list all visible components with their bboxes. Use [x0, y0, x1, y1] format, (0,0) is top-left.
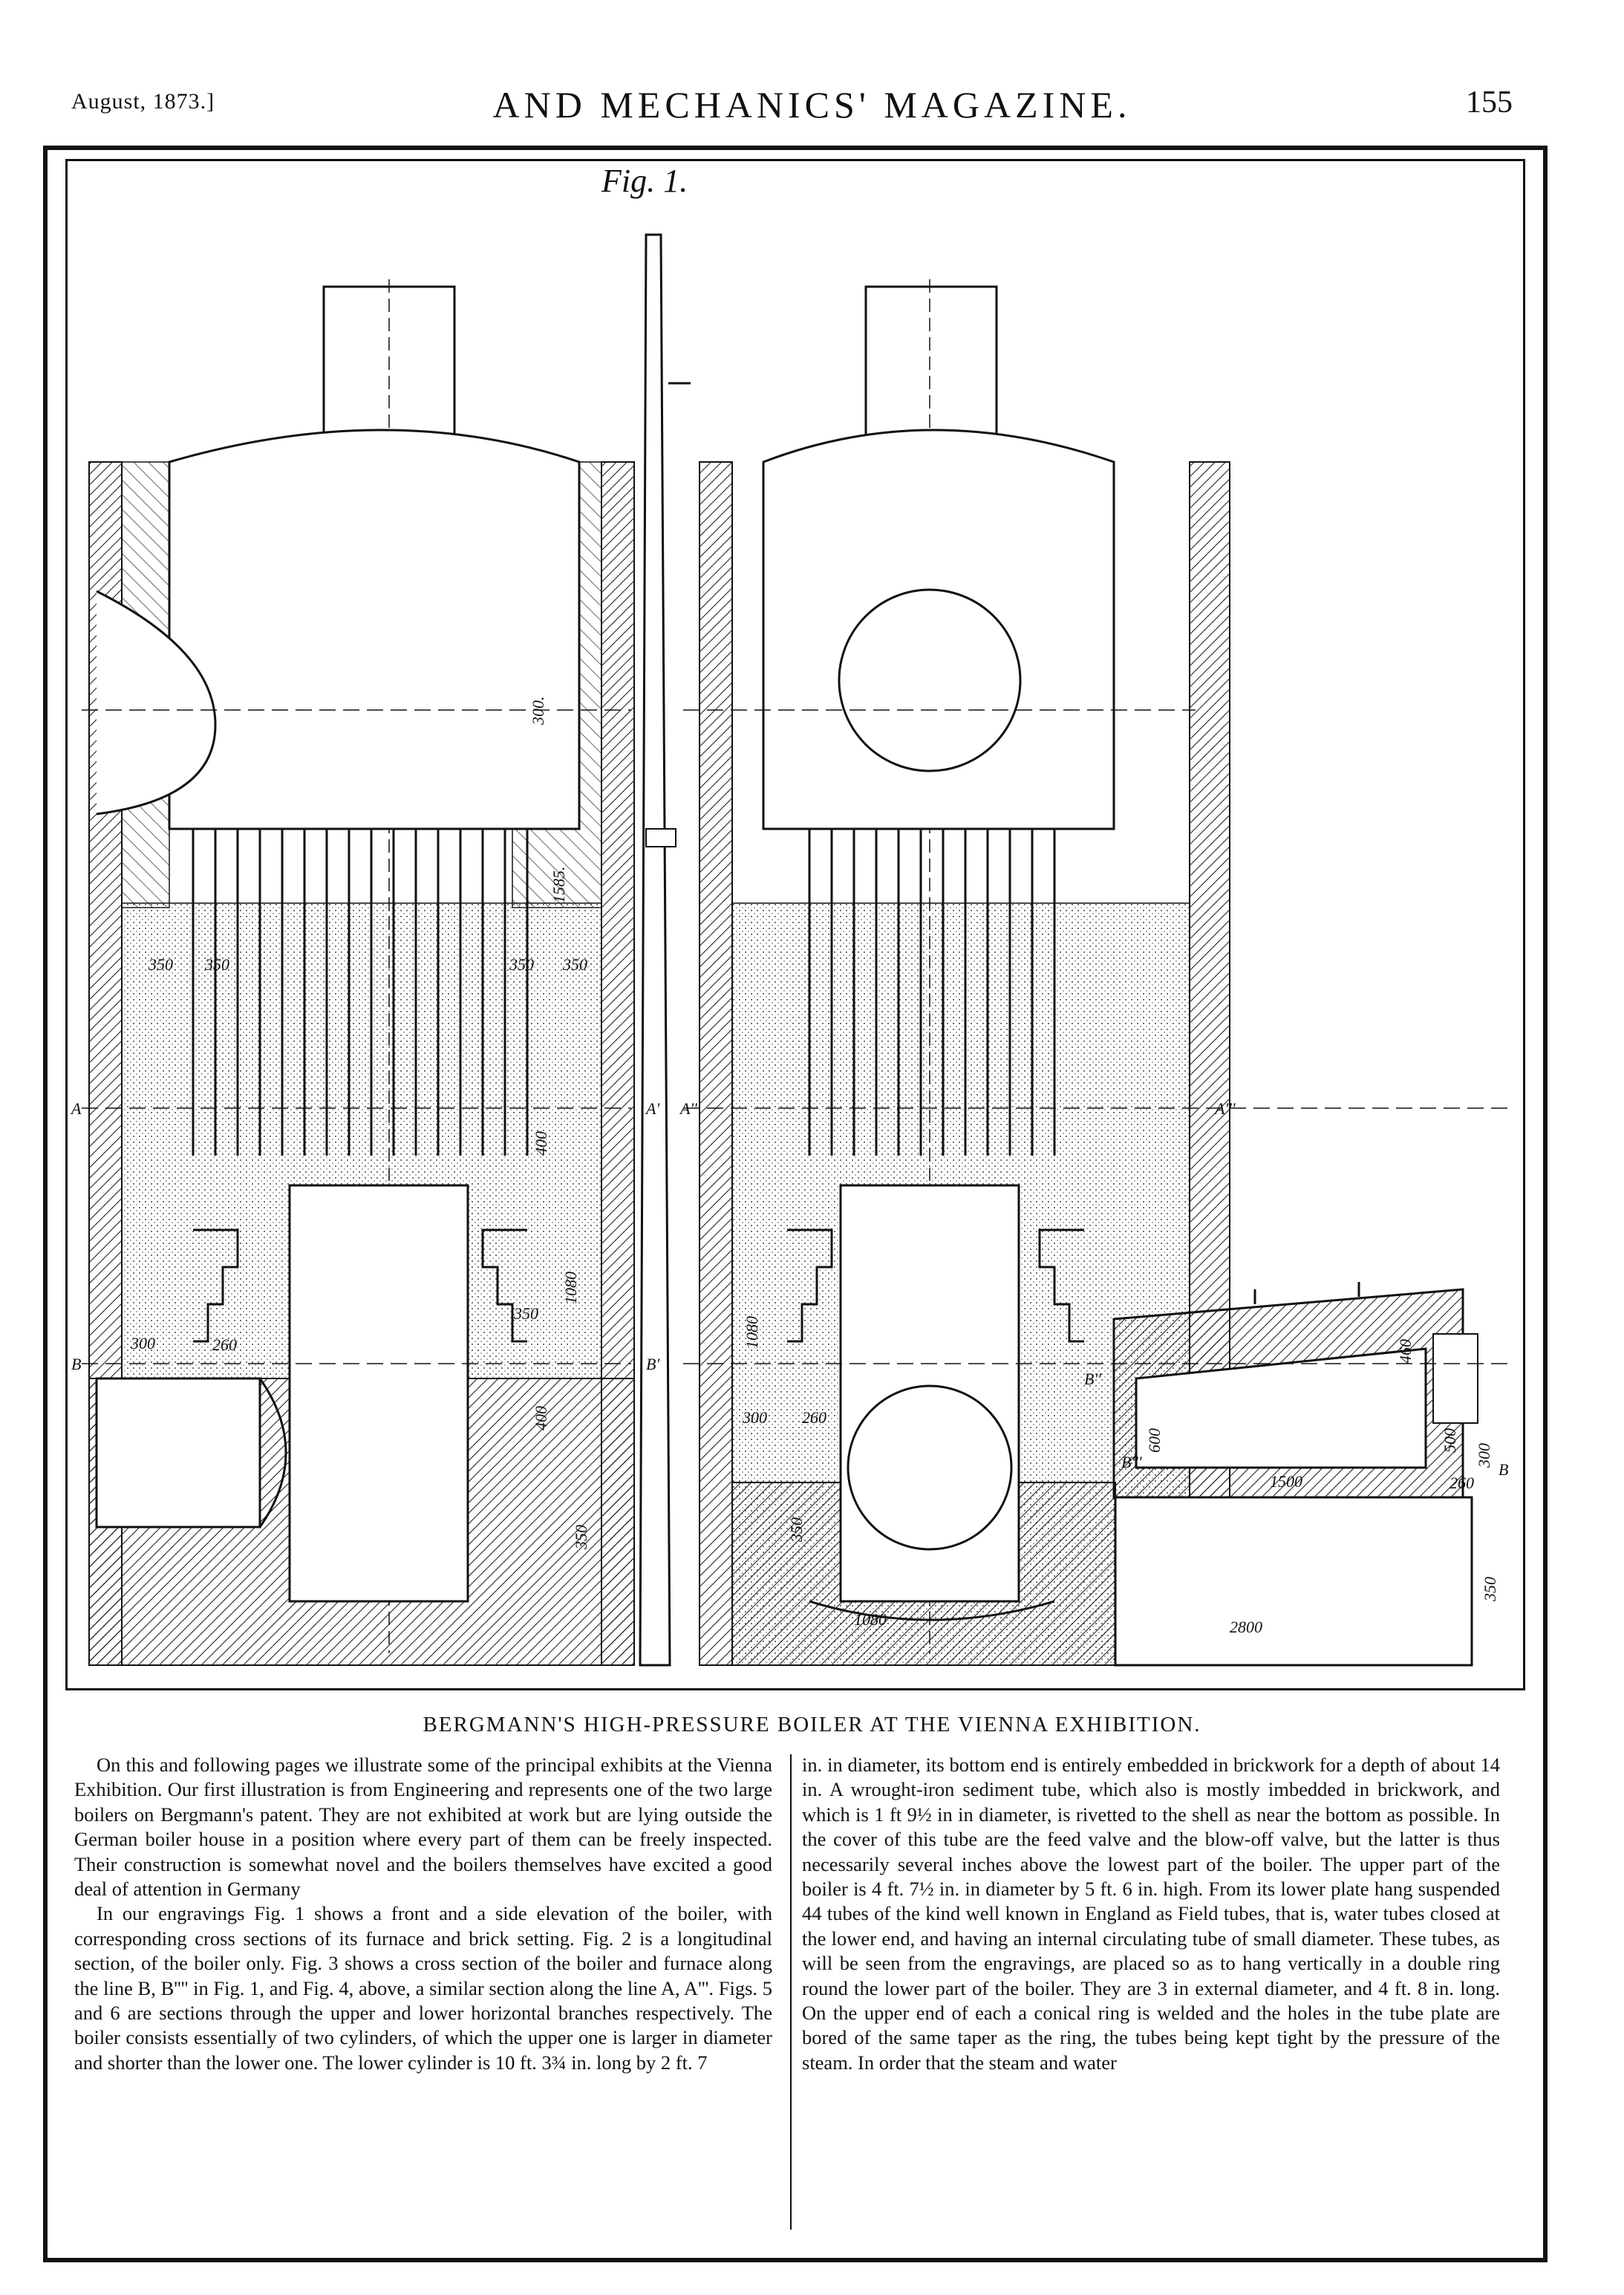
- dim-label: 500: [1441, 1428, 1459, 1453]
- dim-label: 260: [212, 1335, 237, 1354]
- dim-label: 1080: [743, 1316, 761, 1349]
- section-label: B'': [1084, 1370, 1101, 1388]
- section-label: B: [1499, 1460, 1509, 1479]
- article-body: [74, 1753, 1500, 2228]
- dim-label: 260: [1449, 1474, 1474, 1492]
- column-rule: [790, 1754, 792, 2230]
- feed-pipe: [640, 235, 691, 1665]
- dim-label: 2800: [1230, 1618, 1262, 1636]
- dim-label: 1500: [1270, 1472, 1302, 1491]
- paragraph: On this and following pages we illustrate some of the principal exhibits at the Vienna Exhibition. Our first illustration is from Engineering and represents one of the two large boilers on Bergmann's patent. They are not exhibited at work but are lying outside the German boiler house in a position where every part of them can be freely inspected. Their construction is somewhat novel and the boilers themselves have excited a good deal of attention in Germany: [74, 1754, 772, 1901]
- figure-caption: BERGMANN'S HIGH-PRESSURE BOILER AT THE VIENNA EXHIBITION.: [423, 1713, 1201, 1736]
- page-number: 155: [1466, 85, 1513, 120]
- dim-label: 350: [149, 955, 173, 974]
- section-label: B': [646, 1355, 660, 1373]
- dim-label: 300.: [529, 696, 547, 725]
- section-label: A: [71, 1099, 82, 1118]
- dim-label: 350: [509, 955, 534, 974]
- dim-label: 260: [802, 1408, 826, 1427]
- dim-label: 300: [131, 1334, 155, 1352]
- right-column: [802, 1753, 1500, 2075]
- dim-label: 350: [572, 1525, 590, 1549]
- dim-label: 300: [743, 1408, 767, 1427]
- dim-label: 300: [1475, 1443, 1493, 1468]
- dim-label: 350: [563, 955, 587, 974]
- section-label: B: [71, 1355, 82, 1373]
- header-title: AND MECHANICS' MAGAZINE.: [492, 84, 1132, 126]
- dim-label: 1080: [854, 1610, 887, 1629]
- dim-label: 1585.: [550, 866, 568, 903]
- dim-label: 1080: [561, 1272, 580, 1304]
- section-label: A'': [680, 1099, 697, 1118]
- boiler-engraving: [67, 160, 1524, 1689]
- dim-label: 350: [205, 955, 229, 974]
- dim-label: 600: [1145, 1428, 1164, 1453]
- dim-label: 400: [532, 1406, 550, 1430]
- left-column: [74, 1753, 772, 2075]
- dim-label: 400: [532, 1131, 550, 1156]
- right-elevation: [683, 279, 1507, 1665]
- section-label: B''': [1121, 1453, 1142, 1471]
- header-date: August, 1873.]: [71, 89, 215, 114]
- dim-label: 460: [1396, 1339, 1415, 1364]
- section-label: A''': [1215, 1099, 1236, 1118]
- figure-label: Fig. 1.: [601, 163, 688, 199]
- page-header: [0, 83, 1624, 128]
- dim-label: 350: [787, 1517, 806, 1542]
- paragraph: in. in diameter, its bottom end is entirely embedded in brickwork for a depth of about 14 in. A wrought-iron sediment tube, which also is mostly imbedded in brickwork, and which is 1 ft 9½ in in diameter, is rivetted to the shell as near the bottom as possible. In the cover of this tube are the feed valve and the blow-off valve, but the latter is thus necessarily several inches above the lowest part of the boiler. The upper part of the boiler is 4 ft. 7½ in. in diameter by 5 ft. 6 in. high. From its lower plate hang suspended 44 tubes of the kind well known in England as Field tubes, that is, water tubes closed at the lower end, and having an internal circulating tube of small diameter. These tubes, as will be seen from the engravings, are placed so as to hang vertically in a double ring round the lower part of the boiler. They are 3 in external diameter, and 4 ft. 8 in. long. On the upper end of each a conical ring is welded and the holes in the tube plate are bored of the same taper as the ring, the tubes being kept tight by the pressure of the steam. In order that the steam and water: [802, 1754, 1500, 2074]
- paragraph: In our engravings Fig. 1 shows a front and a side elevation of the boiler, with corresponding cross sections of its furnace and brick setting. Fig. 2 is a longitudinal section, of the boiler only. Fig. 3 shows a cross section of the boiler and furnace along the line B, B'''' in Fig. 1, and Fig. 4, above, a similar section along the line A, A'''. Figs. 5 and 6 are sections through the upper and lower horizontal branches respectively. The boiler consists essentially of two cylinders, of which the upper one is larger in diameter and shorter than the lower one. The lower cylinder is 10 ft. 3¾ in. long by 2 ft. 7: [74, 1902, 772, 2074]
- section-label: A': [646, 1099, 660, 1118]
- dim-label: 350: [514, 1304, 538, 1323]
- dim-label: 350: [1481, 1577, 1499, 1601]
